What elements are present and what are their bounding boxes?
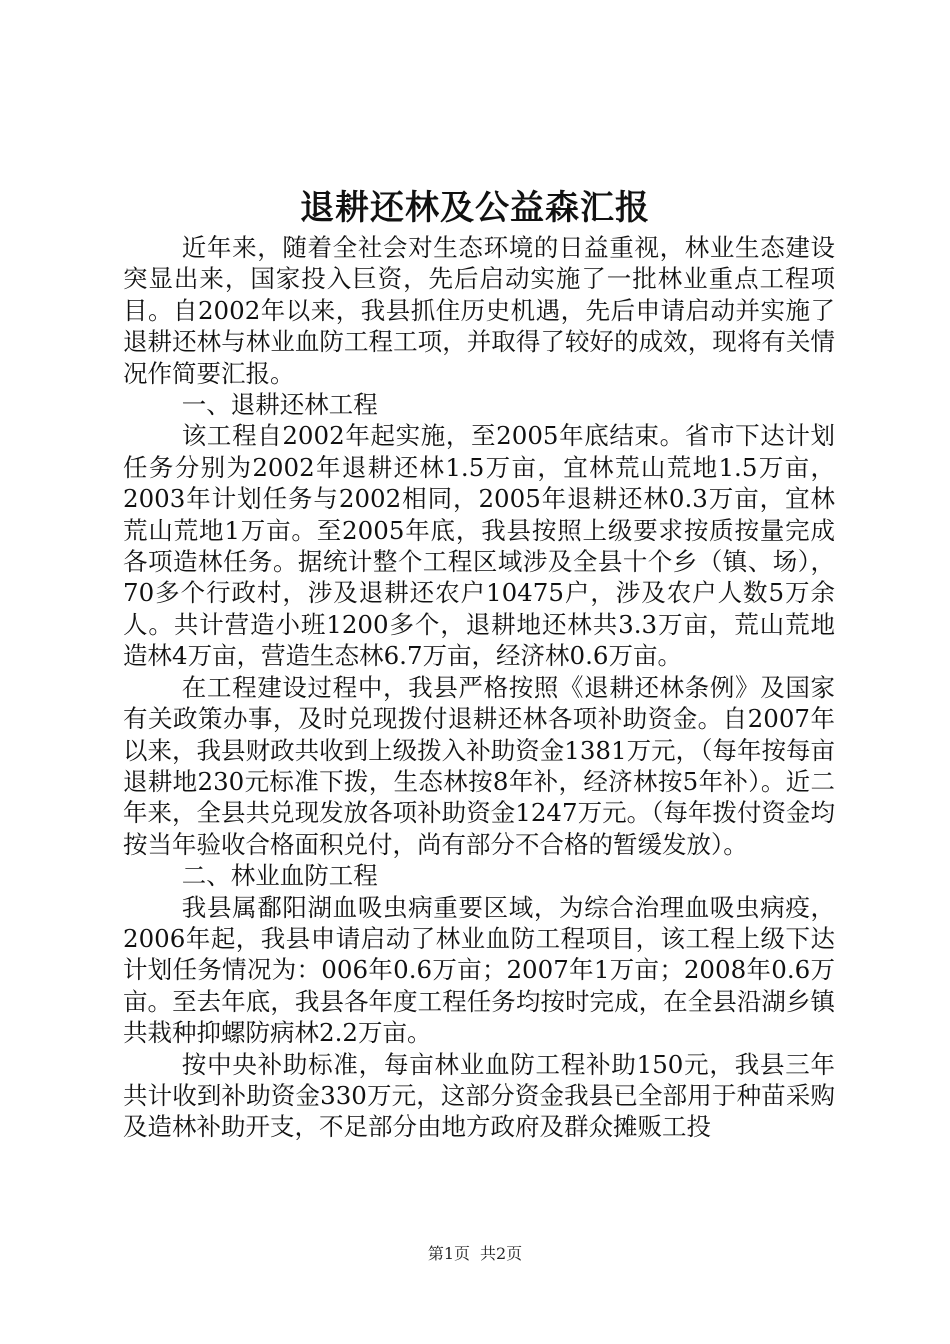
paragraph-intro: 近年来，随着全社会对生态环境的日益重视，林业生态建设突显出来，国家投入巨资，先后启动实施了一批林业重点工程项目。自2002年以来，我县抓住历史机遇，先后申请启动并实施了退耕还林与林业血防工程工项，并取得了较好的成效，现将有关情况作简要汇报。	[123, 233, 835, 388]
paragraph-schistosomiasis-tasks: 我县属鄱阳湖血吸虫病重要区域，为综合治理血吸虫病疫，2006年起，我县申请启动了林业血防工程项目，该工程上级下达计划任务情况为：006年0.6万亩；2007年1万亩；2008年0.6万亩。至去年底，我县各年度工程任务均按时完成，在全县沿湖乡镇共栽种抑螺防病林2.2万亩。	[123, 892, 835, 1048]
document-body	[123, 232, 835, 1143]
paragraph-schistosomiasis-funds: 按中央补助标准，每亩林业血防工程补助150元，我县三年共计收到补助资金330万元，这部分资金我县已全部用于种苗采购及造林补助开支，不足部分由地方政府及群众摊贩工投	[123, 1049, 835, 1142]
paragraph-returning-farmland-funds: 在工程建设过程中，我县严格按照《退耕还林条例》及国家有关政策办事，及时兑现拨付退耕还林各项补助资金。自2007年以来，我县财政共收到上级拨入补助资金1381万元，（每年按每亩退耕地230元标准下拨，生态林按8年补，经济林按5年补）。近二年来，全县共兑现发放各项补助资金1247万元。（每年拨付资金均按当年验收合格面积兑付，尚有部分不合格的暂缓发放）。	[123, 672, 835, 859]
section-heading-schistosomiasis-forestry: 二、林业血防工程	[181, 861, 378, 891]
page-footer	[0, 1243, 950, 1265]
section-heading-returning-farmland: 一、退耕还林工程	[181, 390, 378, 420]
page-number-total: 共2页	[480, 1244, 523, 1263]
page-number-current: 第1页	[427, 1244, 470, 1263]
paragraph-returning-farmland-tasks: 该工程自2002年起实施，至2005年底结束。省市下达计划任务分别为2002年退耕还林1.5万亩，宜林荒山荒地1.5万亩，2003年计划任务与2002相同，2005年退耕还林0.3万亩，宜林荒山荒地1万亩。至2005年底，我县按照上级要求按质按量完成各项造林任务。据统计整个工程区域涉及全县十个乡（镇、场），70多个行政村，涉及退耕还农户10475户，涉及农户人数5万余人。共计营造小班1200多个，退耕地还林共3.3万亩，荒山荒地造林4万亩，营造生态林6.7万亩，经济林0.6万亩。	[123, 421, 835, 671]
document-title: 退耕还林及公益森汇报	[300, 188, 650, 228]
